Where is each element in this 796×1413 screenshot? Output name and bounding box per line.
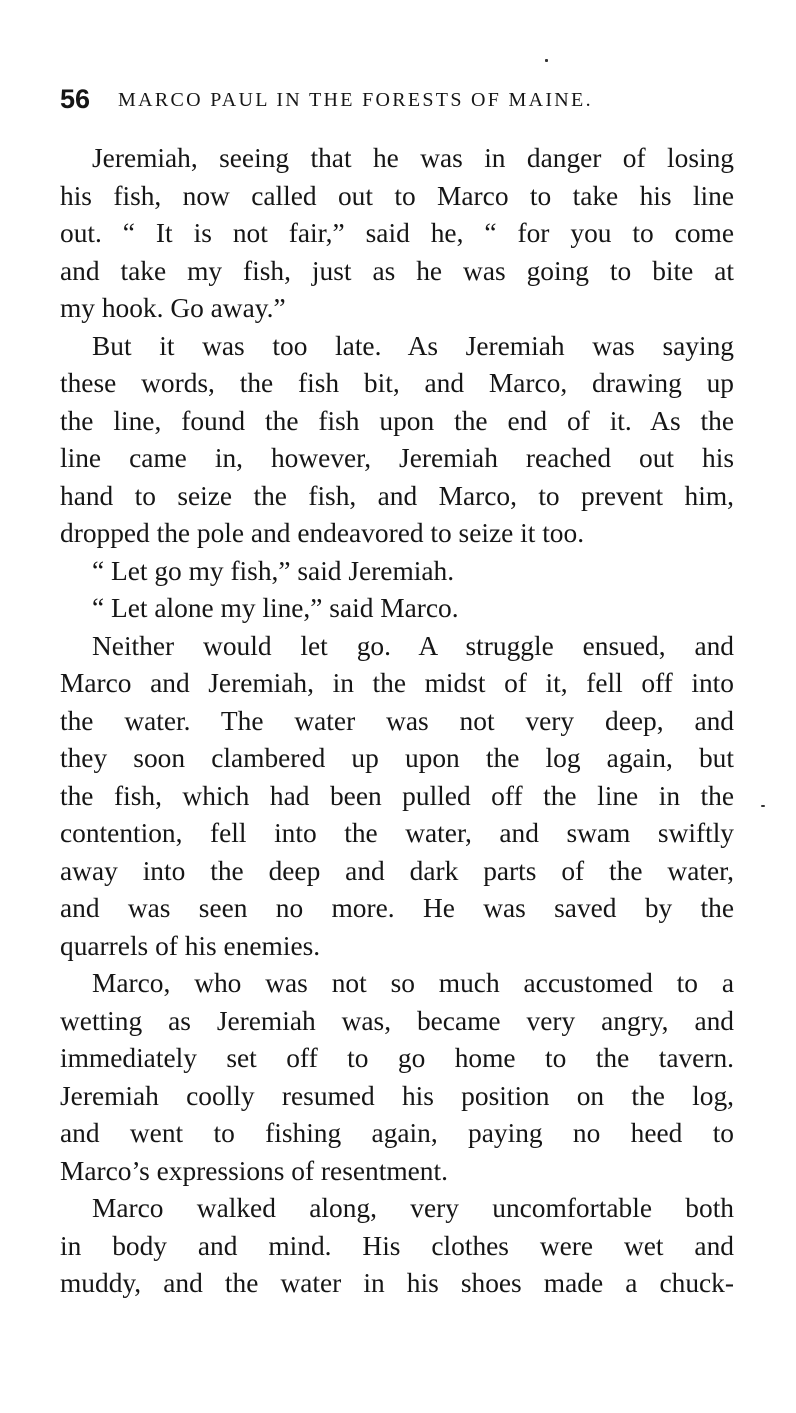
text-line: in body and mind. His clothes were wet and [60, 1230, 734, 1261]
text-line: immediately set off to go home to the tavern. [60, 1043, 734, 1073]
text-line: these words, the fish bit, and Marco, drawing up [60, 368, 734, 398]
text-line: away into the deep and dark parts of the water, [60, 855, 734, 886]
running-head: MARCO PAUL IN THE FORESTS OF MAINE. [118, 89, 593, 111]
text-line: my hook. Go away.” [60, 293, 286, 323]
text-line: dropped the pole and endeavored to seize it too. [60, 518, 585, 548]
text-line: contention, fell into the water, and swam swiftly [60, 818, 734, 848]
text-line: “ Let alone my line,” said Marco. [92, 593, 459, 623]
text-line: the fish, which had been pulled off the line in the [60, 780, 734, 811]
text-line: the line, found the fish upon the end of it. As the [60, 405, 734, 436]
ink-speck [545, 59, 548, 62]
text-line: and went to fishing again, paying no heed to [60, 1118, 734, 1148]
text-line: “ Let go my fish,” said Jeremiah. [92, 555, 455, 586]
text-line: Jeremiah, seeing that he was in danger of losing [92, 143, 734, 173]
text-line: and was seen no more. He was saved by the [60, 893, 734, 923]
ink-speck [761, 805, 765, 807]
text-line: wetting as Jeremiah was, became very angry, and [60, 1005, 734, 1036]
text-line: Marco and Jeremiah, in the midst of it, fell off into [60, 668, 734, 698]
page-number: 56 [60, 84, 91, 114]
text-line: his fish, now called out to Marco to take his line [60, 180, 734, 211]
text-line: and take my fish, just as he was going to bite at [60, 255, 734, 286]
text-line: Marco walked along, very uncomfortable both [92, 1193, 734, 1223]
body-text [60, 140, 734, 1303]
text-line: quarrels of his enemies. [60, 930, 321, 961]
text-line: Jeremiah coolly resumed his position on the log, [60, 1080, 734, 1111]
text-line: they soon clambered up upon the log again, but [60, 743, 734, 773]
text-line: the water. The water was not very deep, and [60, 705, 734, 736]
text-line: hand to seize the fish, and Marco, to prevent him, [60, 480, 734, 511]
text-line: Neither would let go. A struggle ensued, and [92, 630, 734, 661]
text-line: Marco, who was not so much accustomed to a [92, 968, 734, 998]
page-header [60, 84, 736, 120]
text-line: Marco’s expressions of resentment. [60, 1155, 448, 1186]
text-line: muddy, and the water in his shoes made a chuck- [60, 1268, 734, 1298]
text-line: But it was too late. As Jeremiah was saying [92, 330, 734, 361]
text-line: line came in, however, Jeremiah reached out his [60, 443, 734, 473]
text-line: out. “ It is not fair,” said he, “ for you to come [60, 218, 734, 248]
